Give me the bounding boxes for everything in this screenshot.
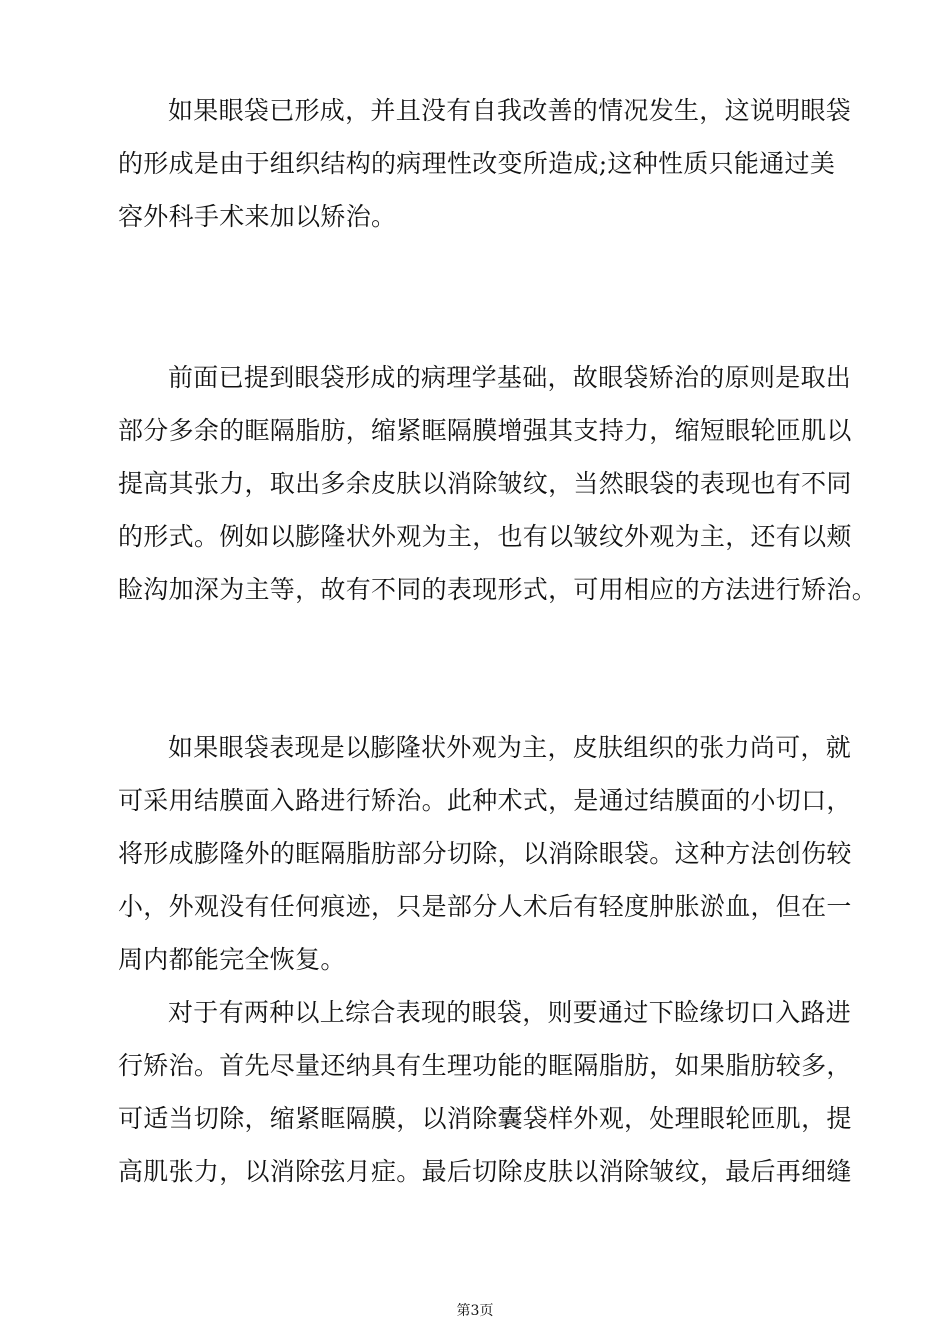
paragraph-3-line-5: 周内都能完全恢复。 — [118, 945, 346, 974]
paragraph-3-line-3: 将形成膨隆外的眶隔脂肪部分切除，以消除眼袋。这种方法创伤较 — [118, 839, 852, 868]
paragraph-4-line-3: 可适当切除，缩紧眶隔膜，以消除囊袋样外观，处理眼轮匝肌，提 — [118, 1104, 852, 1133]
paragraph-2-line-5: 睑沟加深为主等，故有不同的表现形式，可用相应的方法进行矫治。 — [118, 575, 878, 604]
paragraph-2-line-1: 前面已提到眼袋形成的病理学基础，故眼袋矫治的原则是取出 — [168, 363, 852, 392]
paragraph-2-line-3: 提高其张力，取出多余皮肤以消除皱纹，当然眼袋的表现也有不同 — [118, 469, 852, 498]
paragraph-3-line-2: 可采用结膜面入路进行矫治。此种术式，是通过结膜面的小切口， — [118, 786, 852, 815]
paragraph-4-line-2: 行矫治。首先尽量还纳具有生理功能的眶隔脂肪，如果脂肪较多， — [118, 1051, 852, 1080]
paragraph-3-line-4: 小，外观没有任何痕迹，只是部分人术后有轻度肿胀淤血，但在一 — [118, 892, 852, 921]
paragraph-4-line-1: 对于有两种以上综合表现的眼袋，则要通过下睑缘切口入路进 — [168, 998, 852, 1027]
paragraph-4-line-4: 高肌张力，以消除弦月症。最后切除皮肤以消除皱纹，最后再细缝 — [118, 1157, 852, 1186]
paragraph-1-line-3: 容外科手术来加以矫治。 — [118, 202, 397, 231]
paragraph-2-line-2: 部分多余的眶隔脂肪，缩紧眶隔膜增强其支持力，缩短眼轮匝肌以 — [118, 416, 852, 445]
paragraph-2-line-4: 的形式。例如以膨隆状外观为主，也有以皱纹外观为主，还有以颊 — [118, 522, 852, 551]
paragraph-3-line-1: 如果眼袋表现是以膨隆状外观为主，皮肤组织的张力尚可，就 — [168, 733, 852, 762]
paragraph-1-line-2: 的形成是由于组织结构的病理性改变所造成;这种性质只能通过美 — [118, 149, 836, 178]
paragraph-1-line-1: 如果眼袋已形成，并且没有自我改善的情况发生，这说明眼袋 — [168, 96, 852, 125]
page-number: 第3页 — [456, 1303, 494, 1319]
